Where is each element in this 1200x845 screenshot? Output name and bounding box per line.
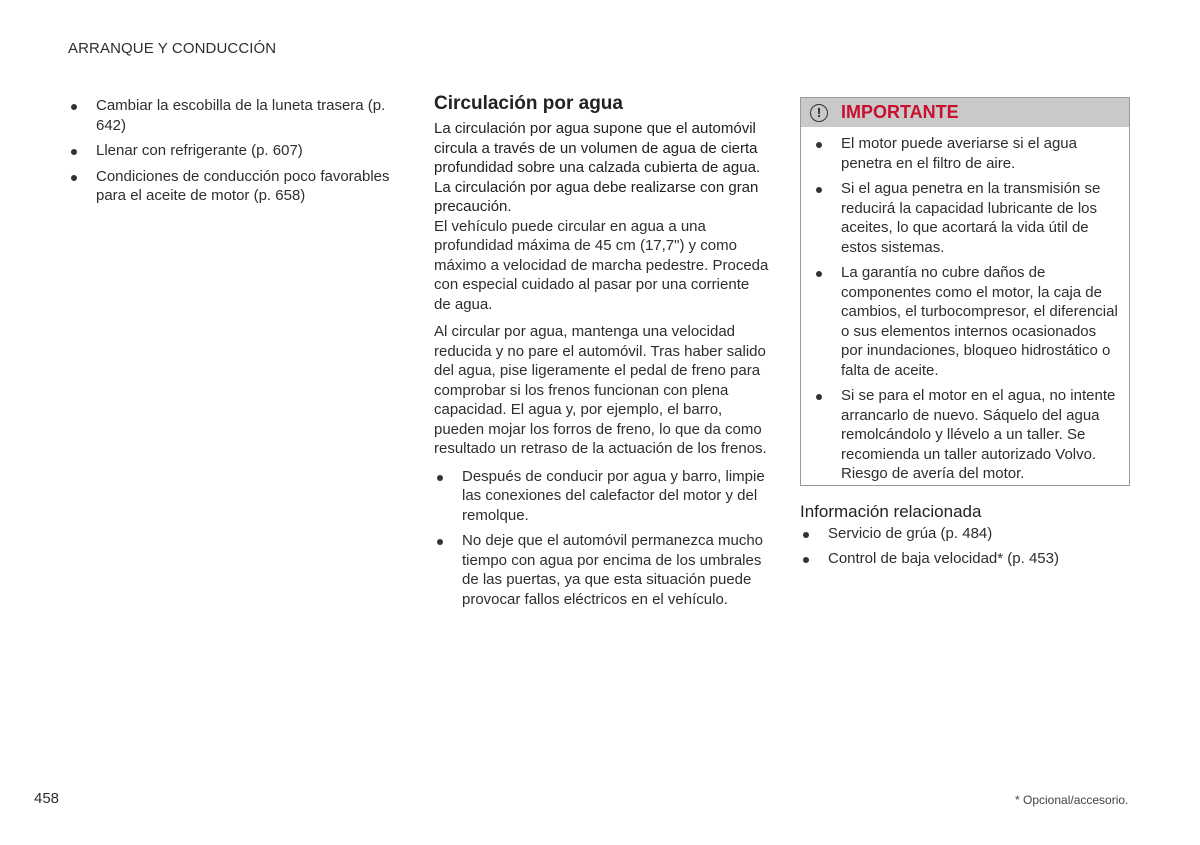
footnote: * Opcional/accesorio. [1015,793,1129,807]
list-item: El motor puede averiarse si el agua penetra en el filtro de aire. [813,134,1121,173]
important-title: IMPORTANTE [841,102,959,122]
middle-bullet-list [434,467,770,610]
list-item[interactable]: Llenar con refrigerante (p. 607) [68,141,398,161]
list-item[interactable]: Control de baja velocidad* (p. 453) [800,549,1140,569]
section-title: Circulación por agua [434,93,623,114]
left-link-list [68,96,398,206]
important-bullet-list [813,134,1121,484]
list-item[interactable]: Cambiar la escobilla de la luneta trasera (p. 642) [68,96,398,135]
list-item: No deje que el automóvil permanezca mucho tiempo con agua por encima de los umbrales de las puertas, ya que esta situación puede provocar fallos eléctricos en el vehículo. [434,531,770,609]
lead-paragraph: La circulación por agua supone que el automóvil circula a través de un volumen de agua de cierta profundidad sobre una calzada cubierta de agua. La circulación por agua debe realizarse con gran precaución. [434,120,761,215]
section-header: ARRANQUE Y CONDUCCIÓN [68,40,277,57]
list-item[interactable]: Condiciones de conducción poco favorables para el aceite de motor (p. 658) [68,167,398,206]
important-content [801,127,1129,484]
list-item: La garantía no cubre daños de componentes como el motor, la caja de cambios, el turbocompresor, el diferencial o sus elementos internos ocasionados por inundaciones, bloqueo hidrostático o falta de aceite. [813,263,1121,380]
middle-column [434,93,770,615]
body-paragraph-1: El vehículo puede circular en agua a una profundidad máxima de 45 cm (17,7") y como máximo a velocidad de marcha pedestre. Proceda con especial cuidado al pasar por una corriente de agua. [434,217,769,313]
list-item: Si el agua penetra en la transmisión se reducirá la capacidad lubricante de los aceites, lo que acortará la vida útil de estos sistemas. [813,179,1121,257]
list-item[interactable]: Servicio de grúa (p. 484) [800,524,1140,544]
list-item: Después de conducir por agua y barro, limpie las conexiones del calefactor del motor y del remolque. [434,467,770,526]
important-header [801,98,1129,127]
page-number: 458 [34,790,60,807]
list-item: Si se para el motor en el agua, no intente arrancarlo de nuevo. Sáquelo del agua remolcándolo y llévelo a un taller. Se recomienda un taller autorizado Volvo. Riesgo de avería del motor. [813,386,1121,484]
important-notice-box [800,97,1130,486]
left-column [68,96,398,212]
warning-icon: ! [810,104,828,122]
body-paragraph-2: Al circular por agua, mantenga una velocidad reducida y no pare el automóvil. Tras haber salido del agua, pise ligeramente el pedal de freno para comprobar si los frenos funcionan con plena capacidad. El agua y, por ejemplo, el barro, pueden mojar los forros de freno, lo que da como resultado un retraso de la actuación de los frenos. [434,323,767,457]
related-title: Información relacionada [800,502,982,521]
related-link-list [800,524,1140,569]
related-info [800,502,1140,575]
